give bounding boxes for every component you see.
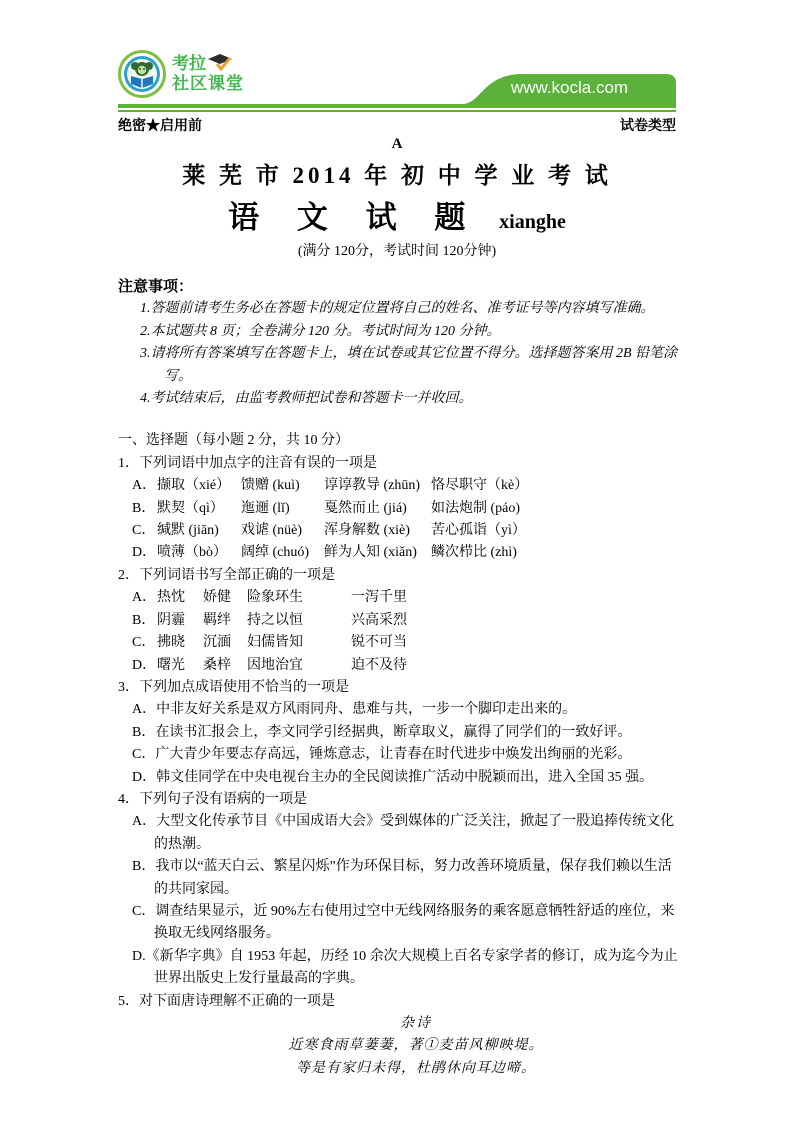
score-time-note: (满分 120分，考试时间 120分钟): [297, 244, 497, 259]
notice-item-1: 1.答题前请考生务必在答题卡的规定位置将自己的姓名、准考证号等内容填写准确。: [140, 301, 655, 317]
header-divider: [118, 104, 676, 112]
subject-title: [0, 192, 794, 237]
website-url: www.kocla.com: [510, 78, 629, 97]
q3-stem: 3．下列加点成语使用不恰当的一项是: [118, 679, 349, 695]
subject-title-note: xianghe: [499, 211, 566, 233]
subject-title-text: 语 文 试 题: [228, 200, 466, 235]
logo-subtitle: 社区课堂: [172, 74, 244, 93]
section-heading: 一、选择题（每小题 2 分，共 10 分）: [118, 433, 349, 449]
logo-title: 考拉: [172, 54, 206, 74]
notice-item-3: 3.请将所有答案填写在答题卡上，填在试卷或其它位置不得分。选择题答案用 2B 铅笔涂写。: [140, 346, 678, 384]
q1-option-a: A． 撷取（xié） 馈赠 (kuì) 谆谆教导 (zhūn) 恪尽职守（kè）: [132, 478, 529, 494]
q3-option-b: B．在读书汇报会上，李文同学引经据典，断章取义，赢得了同学们的一致好评。: [132, 724, 632, 740]
q2-option-d: D． 曙光 桑梓 因地治宜 迫不及待: [132, 657, 407, 673]
q1-option-c: C． 缄默 (jiān) 戏谑 (nüè) 浑身解数 (xiè) 苦心孤诣（yì）: [132, 523, 526, 539]
q4-option-a: A．大型文化传承节目《中国成语大会》受到媒体的广泛关注，掀起了一股追捧传统文化的热潮。: [132, 814, 675, 852]
notice-heading: 注意事项：: [118, 278, 194, 295]
q4-option-b: B．我市以“蓝天白云、繁星闪烁”作为环保目标，努力改善环境质量，保存我们赖以生活的共同家园。: [132, 859, 672, 897]
q4-option-d: D.《新华字典》自 1953 年起，历经 10 余次大规模上百名专家学者的修订，成为迄今为止世界出版史上发行量最高的字典。: [132, 948, 678, 987]
graduation-cap-icon: [208, 54, 232, 72]
secrecy-row: [118, 115, 676, 135]
secrecy-label: 绝密★启用前: [118, 117, 202, 133]
paper-type-label: 试卷类型: [620, 117, 676, 133]
notice-item-4: 4.考试结束后，由监考教师把试卷和答题卡一并收回。: [140, 391, 473, 407]
poem-block: [118, 1013, 684, 1080]
q4-stem: 4．下列句子没有语病的一项是: [118, 791, 307, 807]
q3-option-c: C．广大青少年要志存高远，锤炼意志，让青春在时代进步中焕发出绚丽的光彩。: [132, 747, 632, 763]
q1-option-b: B． 默契（qì） 迤逦 (lǐ) 戛然而止 (jiá) 如法炮制 (páo): [132, 500, 521, 516]
q1-stem: 1．下列词语中加点字的注音有误的一项是: [118, 455, 377, 471]
q2-option-c: C． 拂晓 沉湎 妇儒皆知 锐不可当: [132, 635, 407, 651]
kocla-logo: [118, 50, 244, 98]
exam-title: 莱 芜 市 2014 年 初 中 学 业 考 试: [182, 163, 612, 188]
q5-stem: 5．对下面唐诗理解不正确的一项是: [118, 993, 335, 1009]
website-banner: [463, 74, 676, 104]
logo-badge-icon: [118, 50, 166, 98]
q4-option-c: C．调查结果显示，近 90%左右使用过空中无线网络服务的乘客愿意牺牲舒适的座位，来换取无线网络服务。: [132, 903, 675, 942]
q3-option-a: A．中非友好关系是双方风雨同舟、患难与共，一步一个脚印走出来的。: [132, 702, 577, 718]
q3-option-d: D．韩文佳同学在中央电视台主办的全民阅读推广活动中脱颖而出，进入全国 35 强。: [132, 769, 654, 785]
koala-icon: [123, 55, 161, 93]
q2-stem: 2．下列词语书写全部正确的一项是: [118, 567, 335, 583]
poem-line-2: 等是有家归未得，杜鹃休向耳边啼。: [296, 1060, 536, 1076]
q2-option-b: B． 阴霾 羁绊 持之以恒 兴高采烈: [132, 612, 407, 628]
paper-body: [118, 276, 684, 1080]
logo-text: [172, 54, 244, 93]
q2-option-a: A． 热忱 娇健 险象环生 一泻千里: [132, 590, 407, 606]
notice-item-2: 2.本试题共 8 页；全卷满分 120 分。考试时间为 120 分钟。: [140, 323, 501, 339]
paper-type-value: A: [391, 136, 403, 152]
poem-title: 杂诗: [400, 1016, 432, 1031]
poem-line-1: 近寒食雨草萋萋，著①麦苗风柳映堤。: [288, 1038, 544, 1054]
q1-option-d: D． 喷薄（bò） 阔绰 (chuó) 鲜为人知 (xiǎn) 鳞次栉比 (zhì): [132, 545, 517, 561]
